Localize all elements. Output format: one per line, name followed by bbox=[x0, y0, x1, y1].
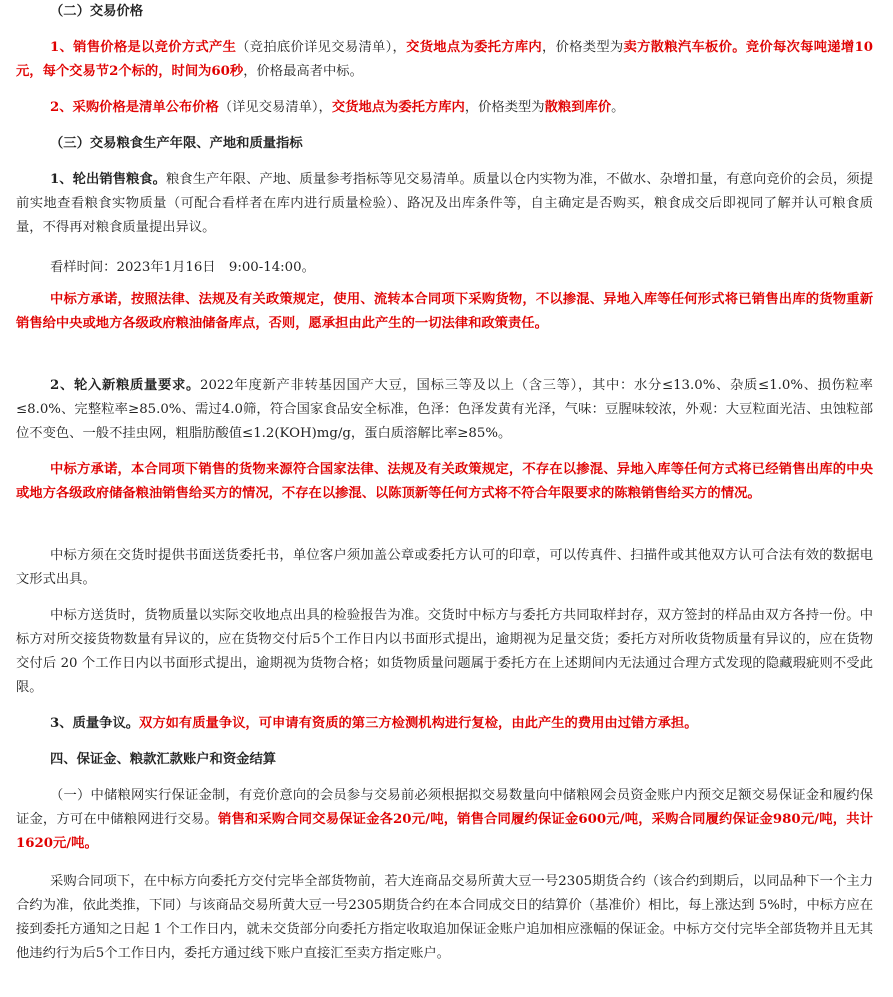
commitment-sale: 中标方承诺，按照法律、法规及有关政策规定，使用、流转本合同项下采购货物，不以掺混、异地入库等任何形式将已销售出库的货物重新销售给中央或地方各级政府粮油储备库点，否则，愿承担由此产生的一切法律和政策责任。 bbox=[16, 292, 873, 331]
section-quality-title: （三）交易粮食生产年限、产地和质量指标 bbox=[50, 136, 303, 151]
quality-paragraph-sale: 1、轮出销售粮食。粮食生产年限、产地、质量参考指标等见交易清单。质量以仓内实物为准，不做水、杂增扣量，有意向竞价的会员，须提前实地查看粮食实物质量（可配合看样者在库内进行质量检验）、路况及出库条件等，自主确定是否购买，粮食成交后即视同了解并认可粮食质量，不得再对粮食质量提出异议。 bbox=[16, 172, 873, 235]
commitment-purchase: 中标方承诺，本合同项下销售的货物来源符合国家法律、法规及有关政策规定，不存在以掺混、异地入库等任何方式将已经销售出库的中央或地方各级政府储备粮油销售给买方的情况，不存在以掺混、以陈顶新等任何方式将不符合年限要求的陈粮销售给买方的情况。 bbox=[16, 462, 873, 501]
section-price-title: （二）交易价格 bbox=[50, 4, 144, 19]
quality-dispute-paragraph: 3、质量争议。双方如有质量争议，可申请有资质的第三方检测机构进行复检，由此产生的费用由过错方承担。 bbox=[50, 716, 698, 731]
deposit-paragraph: （一）中储粮网实行保证金制，有竞价意向的会员参与交易前必须根据拟交易数量向中储粮网会员资金账户内预交足额交易保证金和履约保证金，方可在中储粮网进行交易。销售和采购合同交易保证金各20元/吨，销售合同履约保证金600元/吨，采购合同履约保证金980元/吨，共计1620元/吨。 bbox=[16, 788, 874, 851]
price-paragraph-purchase: 2、采购价格是清单公布价格（详见交易清单），交货地点为委托方库内，价格类型为散粮到库价。 bbox=[50, 100, 625, 115]
section-deposit-title: 四、保证金、粮款汇款账户和资金结算 bbox=[50, 752, 277, 767]
price-paragraph-sale: 1、销售价格是以竞价方式产生（竞拍底价详见交易清单），交货地点为委托方库内，价格类型为卖方散粮汽车板价。竞价每次每吨递增10元，每个交易节2个标的，时间为60秒，价格最高者中标。 bbox=[16, 40, 873, 79]
quality-paragraph-purchase: 2、轮入新粮质量要求。2022年度新产非转基因国产大豆，国标三等及以上（含三等），其中：水分≤13.0%、杂质≤1.0%、损伤粒率≤8.0%、完整粒率≥85.0%、需过4.0筛，符合国家食品安全标准，色泽：色泽发黄有光泽，气味：豆腥味较浓，外观：大豆粒面光洁、虫蚀粒部位不变色、一般不挂虫网，粗脂肪酸值≤1.2(KOH)mg/g，蛋白质溶解比率≥85%。 bbox=[16, 378, 873, 441]
delivery-paragraph: 中标方须在交货时提供书面送货委托书，单位客户须加盖公章或委托方认可的印章，可以传真件、扫描件或其他双方认可合法有效的数据电文形式出具。 bbox=[16, 548, 873, 587]
inspection-paragraph: 中标方送货时，货物质量以实际交收地点出具的检验报告为准。交货时中标方与委托方共同取样封存，双方签封的样品由双方各持一份。中标方对所交接货物数量有异议的，应在货物交付后5个工作日内以书面形式提出，逾期视为足量交货；委托方对所收货物质量有异议的，应在货物交付后 20 个工作日内以书面形式提出，逾期视为货物合格；如货物质量问题属于委托方在上述期间内无法通过合理方式发现的隐藏瑕疵则不受此限。 bbox=[16, 608, 873, 695]
viewing-time: 看样时间：2023年1月16日 9:00-14:00。 bbox=[50, 260, 315, 275]
purchase-margin-paragraph: 采购合同项下，在中标方向委托方交付完毕全部货物前，若大连商品交易所黄大豆一号2305期货合约（该合约到期后，以同品种下一个主力合约为准，依此类推，下同）与该商品交易所黄大豆一号2305期货合约在本合同成交日的结算价（基准价）相比，每上涨达到 5%时，中标方应在接到委托方通知之日起 1 个工作日内，就未交货部分向委托方指定收取追加保证金账户追加相应涨幅的保证金。中标方交付完毕全部货物并且无其他违约行为后5个工作日内，委托方通过线下账户直接汇至卖方指定账户。 bbox=[16, 874, 873, 961]
